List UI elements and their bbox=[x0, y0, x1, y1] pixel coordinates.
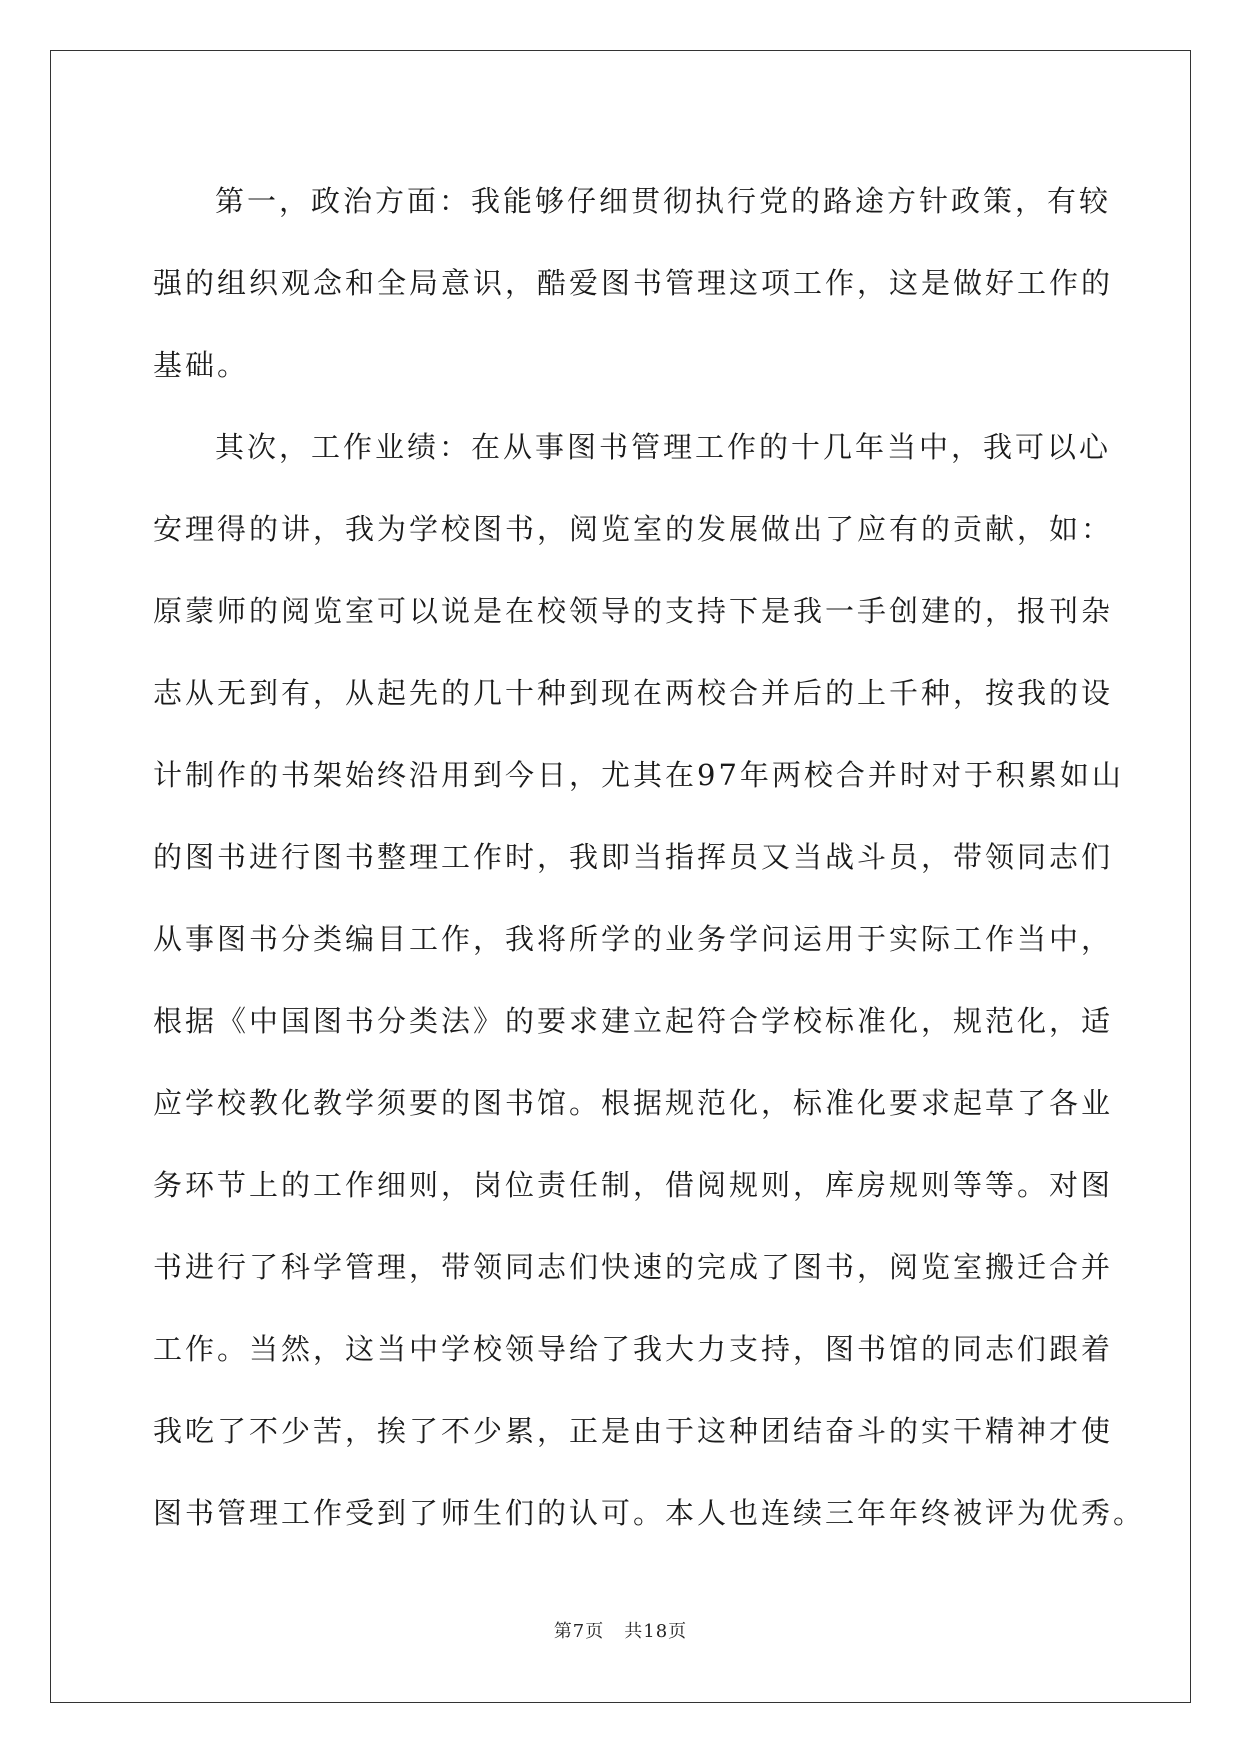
text-line: 计制作的书架始终沿用到今日，尤其在97年两校合并时对于积累如山 bbox=[153, 758, 1124, 792]
text-line: 图书管理工作受到了师生们的认可。本人也连续三年年终被评为优秀。 bbox=[153, 1496, 1146, 1530]
text-line: 第一，政治方面：我能够仔细贯彻执行党的路途方针政策，有较 bbox=[215, 184, 1112, 218]
text-line: 书进行了科学管理，带领同志们快速的完成了图书，阅览室搬迁合并 bbox=[153, 1250, 1114, 1284]
page-number: 第7页 bbox=[553, 1621, 605, 1642]
text-line: 根据《中国图书分类法》的要求建立起符合学校标准化，规范化，适 bbox=[153, 1004, 1114, 1038]
page-total: 共18页 bbox=[624, 1621, 688, 1642]
text-line: 应学校教化教学须要的图书馆。根据规范化，标准化要求起草了各业 bbox=[153, 1086, 1114, 1120]
text-line: 从事图书分类编目工作，我将所学的业务学问运用于实际工作当中， bbox=[153, 922, 1114, 956]
text-line: 我吃了不少苦，挨了不少累，正是由于这种团结奋斗的实干精神才使 bbox=[153, 1414, 1114, 1448]
text-line: 志从无到有，从起先的几十种到现在两校合并后的上千种，按我的设 bbox=[153, 676, 1114, 710]
text-line: 安理得的讲，我为学校图书，阅览室的发展做出了应有的贡献，如： bbox=[153, 512, 1114, 546]
paragraph-work-achievements bbox=[153, 406, 1146, 1554]
text-line: 基础。 bbox=[153, 348, 250, 382]
text-line: 工作。当然，这当中学校领导给了我大力支持，图书馆的同志们跟着 bbox=[153, 1332, 1114, 1366]
document-body bbox=[153, 160, 1146, 1554]
text-line: 原蒙师的阅览室可以说是在校领导的支持下是我一手创建的，报刊杂 bbox=[153, 594, 1114, 628]
paragraph-politics bbox=[153, 160, 1114, 406]
text-line: 务环节上的工作细则，岗位责任制，借阅规则，库房规则等等。对图 bbox=[153, 1168, 1114, 1202]
text-line: 其次，工作业绩：在从事图书管理工作的十几年当中，我可以心 bbox=[215, 430, 1112, 464]
text-line: 的图书进行图书整理工作时，我即当指挥员又当战斗员，带领同志们 bbox=[153, 840, 1114, 874]
page-footer bbox=[0, 1617, 1241, 1643]
text-line: 强的组织观念和全局意识，酷爱图书管理这项工作，这是做好工作的 bbox=[153, 266, 1114, 300]
